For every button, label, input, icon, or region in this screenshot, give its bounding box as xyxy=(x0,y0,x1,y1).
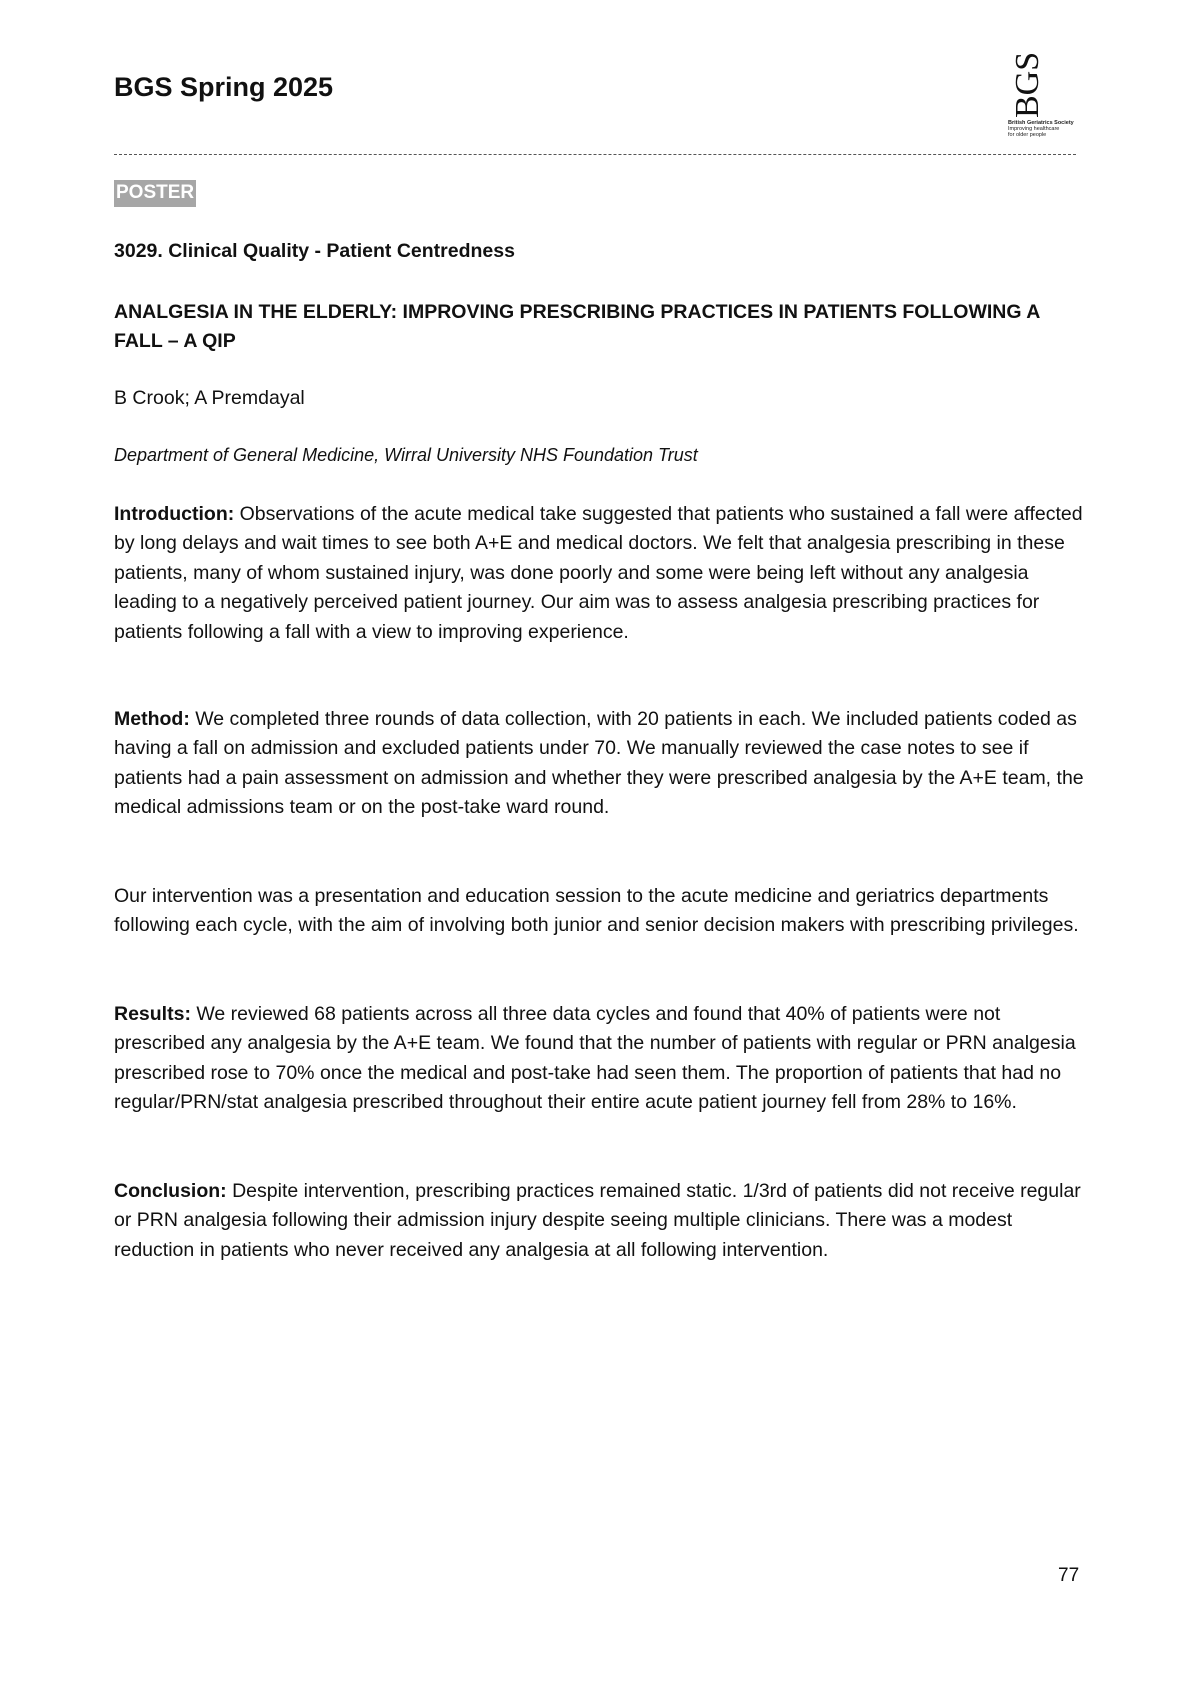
section-text: Our intervention was a presentation and education session to the acute medicine and geriatrics departments following each cycle, with the aim of involving both junior and senior decision makers with prescribing privileges. xyxy=(114,885,1079,937)
bgs-monogram-icon xyxy=(1008,52,1048,118)
section-text: Despite intervention, prescribing practices remained static. 1/3rd of patients did not receive regular or PRN analgesia following their admission injury despite seeing multiple clinicians. There was a modest reduction in patients who never received any analgesia at all following intervention. xyxy=(114,1180,1081,1261)
section-method xyxy=(114,705,1094,823)
section-label: Introduction: xyxy=(114,503,235,525)
authors: B Crook; A Premdayal xyxy=(114,387,305,409)
section-introduction xyxy=(114,500,1094,647)
affiliation: Department of General Medicine, Wirral University NHS Foundation Trust xyxy=(114,445,698,465)
bgs-logo xyxy=(1000,52,1110,140)
section-text: Observations of the acute medical take suggested that patients who sustained a fall were affected by long delays and wait times to see both A+E and medical doctors. We felt that analgesia prescribing in these patients, many of whom sustained injury, was done poorly and some were being left without any analgesia leading to a negatively perceived patient journey. Our aim was to assess analgesia prescribing practices for patients following a fall with a view to improving experience. xyxy=(114,503,1083,643)
section-text: We reviewed 68 patients across all three data cycles and found that 40% of patients were not prescribed any analgesia by the A+E team. We found that the number of patients with regular or PRN analgesia prescribed rose to 70% once the medical and post-take had seen them. The proportion of patients that had no regular/PRN/stat analgesia prescribed throughout their entire acute patient journey fell from 28% to 16%. xyxy=(114,1003,1076,1114)
section-intervention xyxy=(114,882,1094,941)
conference-title: BGS Spring 2025 xyxy=(114,72,334,102)
poster-badge: POSTER xyxy=(114,180,196,207)
header-divider xyxy=(114,154,1076,155)
logo-org-name: British Geriatrics Society xyxy=(1008,120,1074,126)
section-text: We completed three rounds of data collection, with 20 patients in each. We included patients coded as having a fall on admission and excluded patients under 70. We manually reviewed the case notes to see if patients had a pain assessment on admission and whether they were prescribed analgesia by the A+E team, the medical admissions team or on the post-take ward round. xyxy=(114,708,1084,819)
logo-tagline-2: for older people xyxy=(1008,132,1047,138)
section-results xyxy=(114,1000,1094,1118)
section-conclusion xyxy=(114,1177,1094,1265)
logo-tagline-1: Improving healthcare xyxy=(1008,126,1060,132)
abstract-title: ANALGESIA IN THE ELDERLY: IMPROVING PRESCRIBING PRACTICES IN PATIENTS FOLLOWING A FALL – A QIP xyxy=(114,301,1040,352)
section-label: Method: xyxy=(114,708,190,730)
page-number: 77 xyxy=(1058,1565,1080,1586)
section-label: Results: xyxy=(114,1003,191,1025)
svg-text:BGS: BGS xyxy=(1009,52,1046,118)
session-heading: 3029. Clinical Quality - Patient Centredness xyxy=(114,240,515,262)
section-label: Conclusion: xyxy=(114,1180,227,1202)
